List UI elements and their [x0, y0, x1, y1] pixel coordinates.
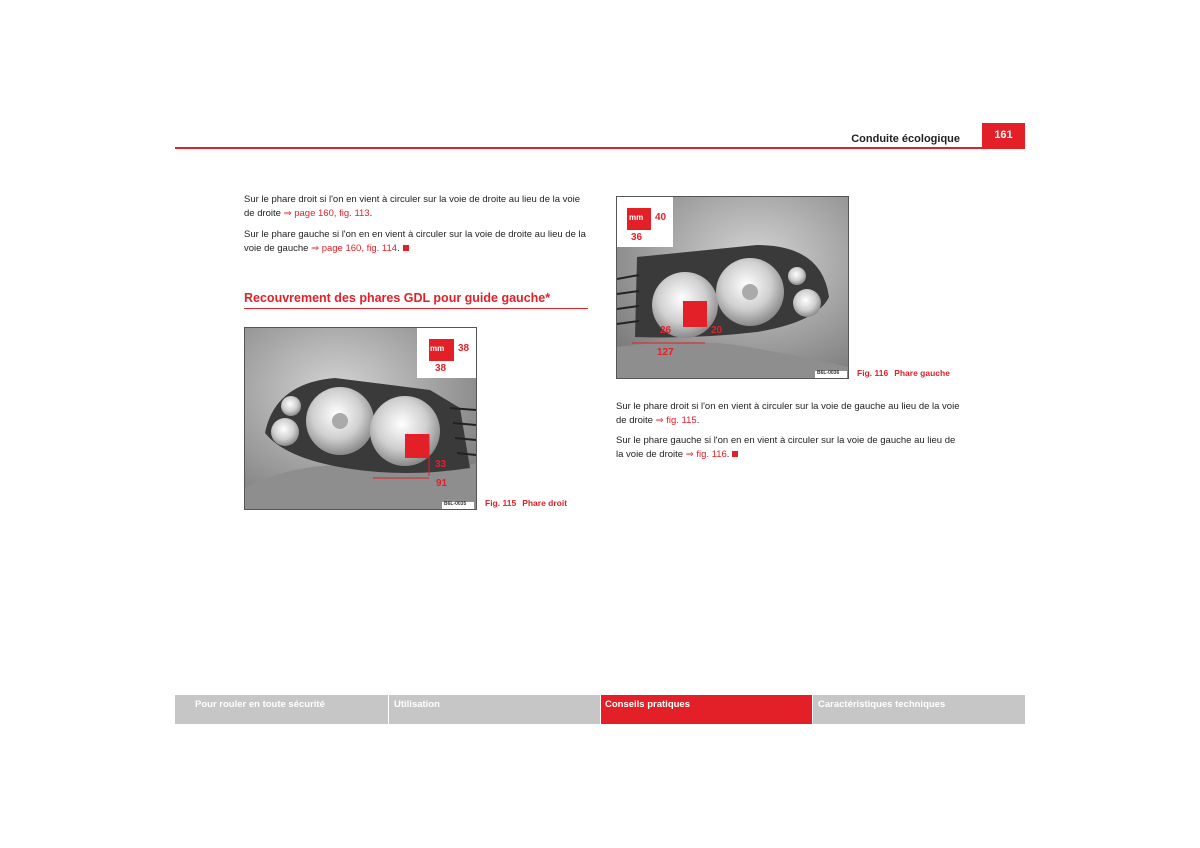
page-reference-link[interactable]: ⇒ page 160, fig. 114	[311, 243, 398, 254]
unit-label: mm	[629, 213, 644, 222]
offset-dimension-label: 33	[435, 459, 447, 470]
dimension-width-label: 38	[435, 363, 447, 374]
page-number	[982, 123, 1025, 147]
page-reference-link[interactable]: ⇒ page 160, fig. 113	[283, 208, 370, 219]
paragraph-right-headlamp-lhd	[616, 400, 962, 428]
headlamp-left-illustration	[617, 197, 848, 378]
period: .	[726, 449, 730, 460]
end-of-section-marker	[403, 245, 409, 251]
span-dimension-label: 127	[657, 347, 674, 358]
footer-tab-technical-data[interactable]: Caractéristiques techniques	[813, 695, 1025, 724]
figure-reference-link[interactable]: ⇒ fig. 115	[655, 415, 697, 426]
dimension-height-label: 40	[655, 212, 667, 223]
unit-label: mm	[430, 344, 445, 353]
paragraph-right-headlamp	[244, 193, 588, 221]
section-heading: Recouvrement des phares GDL pour guide gauche*	[244, 291, 588, 309]
figure-code: B6L-0036	[817, 370, 840, 376]
paragraph-text: Sur le phare droit si l'on en vient à circuler sur la voie de gauche au lieu de la voie de droite	[616, 401, 960, 426]
offset-dimension-label: 26	[660, 325, 672, 336]
figure-116-image	[616, 196, 849, 379]
paragraph-text: Sur le phare gauche si l'on en en vient à circuler sur la voie de droite au lieu de la voie de gauche	[244, 229, 586, 254]
figure-115-caption	[485, 498, 595, 508]
header-divider	[175, 147, 1025, 149]
figure-number: Fig. 116	[857, 368, 889, 378]
figure-reference-link[interactable]: ⇒ fig. 116	[685, 449, 727, 460]
figure-code: B6L-0035	[444, 501, 467, 507]
dimension-width-label: 36	[631, 232, 643, 243]
figure-116-caption	[857, 368, 977, 378]
footer-tab-practical-tips[interactable]: Conseils pratiques	[601, 695, 812, 724]
span-dimension-label: 91	[436, 478, 448, 489]
figure-number: Fig. 115	[485, 498, 517, 508]
figure-title: Phare droit	[522, 498, 568, 508]
footer-tab-operation[interactable]: Utilisation	[389, 695, 600, 724]
edge-dimension-label: 20	[711, 325, 723, 336]
period: .	[696, 415, 700, 426]
paragraph-text: Sur le phare gauche si l'on en en vient à circuler sur la voie de gauche au lieu de la voie de droite	[616, 435, 956, 460]
paragraph-text: Sur le phare droit si l'on en vient à circuler sur la voie de droite au lieu de la voie de droite	[244, 194, 581, 219]
chapter-title: Conduite écologique	[851, 133, 960, 145]
end-of-section-marker	[732, 451, 738, 457]
page-number-text: 161	[994, 129, 1013, 141]
paragraph-left-headlamp	[244, 228, 588, 256]
footer-tab-safety[interactable]: Pour rouler en toute sécurité	[175, 695, 388, 724]
period: .	[369, 208, 373, 219]
period: .	[397, 243, 400, 254]
figure-115-image	[244, 327, 477, 510]
paragraph-left-headlamp-lhd	[616, 434, 962, 462]
dimension-height-label: 38	[458, 343, 470, 354]
figure-title: Phare gauche	[894, 368, 950, 378]
